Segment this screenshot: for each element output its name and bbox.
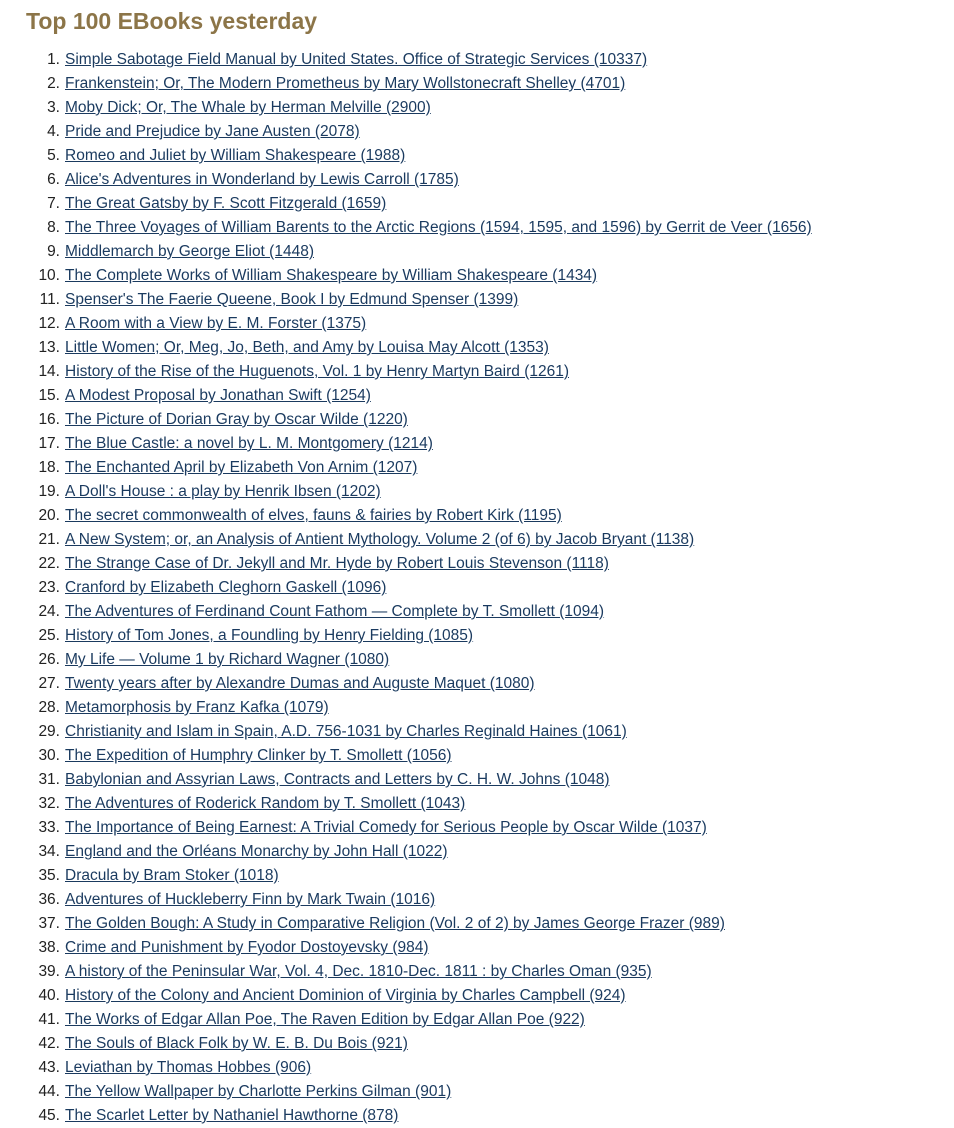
book-link[interactable]: A New System; or, an Analysis of Antient Mythology. Volume 2 (of 6) by Jacob Bryant (1138) xyxy=(65,531,695,548)
rank-number: 16. xyxy=(38,411,60,428)
rank-number: 13. xyxy=(38,339,60,356)
rank-number: 38. xyxy=(38,939,60,956)
book-link[interactable]: The Complete Works of William Shakespeare by William Shakespeare (1434) xyxy=(65,267,598,284)
rank-number: 20. xyxy=(38,507,60,524)
book-link[interactable]: The Strange Case of Dr. Jekyll and Mr. Hyde by Robert Louis Stevenson (1118) xyxy=(65,555,609,572)
book-link[interactable]: A Doll's House : a play by Henrik Ibsen (1202) xyxy=(65,483,381,500)
book-link[interactable]: The Adventures of Roderick Random by T. Smollett (1043) xyxy=(65,795,466,812)
rank-number: 19. xyxy=(38,483,60,500)
page-title: Top 100 EBooks yesterday xyxy=(26,8,318,34)
book-link[interactable]: Leviathan by Thomas Hobbes (906) xyxy=(65,1059,312,1076)
rank-number: 24. xyxy=(38,603,60,620)
rank-number: 7. xyxy=(47,195,60,212)
rank-number: 27. xyxy=(38,675,60,692)
rank-number: 43. xyxy=(38,1059,60,1076)
book-link[interactable]: Twenty years after by Alexandre Dumas and Auguste Maquet (1080) xyxy=(65,675,535,692)
book-link[interactable]: The Picture of Dorian Gray by Oscar Wilde (1220) xyxy=(65,411,408,428)
book-link[interactable]: A history of the Peninsular War, Vol. 4, Dec. 1810-Dec. 1811 : by Charles Oman (935) xyxy=(65,963,652,980)
rank-number: 15. xyxy=(38,387,60,404)
book-link[interactable]: A Room with a View by E. M. Forster (1375) xyxy=(65,315,367,332)
rank-number: 1. xyxy=(47,51,60,68)
book-link[interactable]: My Life — Volume 1 by Richard Wagner (1080) xyxy=(65,651,390,668)
book-link[interactable]: The Yellow Wallpaper by Charlotte Perkins Gilman (901) xyxy=(65,1083,452,1100)
rank-number: 11. xyxy=(39,291,60,308)
book-link[interactable]: History of the Rise of the Huguenots, Vol. 1 by Henry Martyn Baird (1261) xyxy=(65,363,569,380)
book-link[interactable]: The Blue Castle: a novel by L. M. Montgomery (1214) xyxy=(65,435,433,452)
book-link[interactable]: England and the Orléans Monarchy by John Hall (1022) xyxy=(65,843,448,860)
rank-number: 29. xyxy=(38,723,60,740)
book-link[interactable]: The secret commonwealth of elves, fauns & fairies by Robert Kirk (1195) xyxy=(65,507,562,524)
book-link[interactable]: Middlemarch by George Eliot (1448) xyxy=(65,243,314,260)
book-link[interactable]: A Modest Proposal by Jonathan Swift (1254) xyxy=(65,387,371,404)
rank-number: 6. xyxy=(47,171,60,188)
book-link[interactable]: Simple Sabotage Field Manual by United States. Office of Strategic Services (10337) xyxy=(65,51,648,68)
book-link[interactable]: Moby Dick; Or, The Whale by Herman Melville (2900) xyxy=(65,99,431,116)
book-link[interactable]: Cranford by Elizabeth Cleghorn Gaskell (1096) xyxy=(65,579,387,596)
book-link[interactable]: Romeo and Juliet by William Shakespeare (1988) xyxy=(65,147,406,164)
book-link[interactable]: Crime and Punishment by Fyodor Dostoyevsky (984) xyxy=(65,939,429,956)
book-link[interactable]: Metamorphosis by Franz Kafka (1079) xyxy=(65,699,329,716)
rank-number: 8. xyxy=(47,219,60,236)
rank-number: 4. xyxy=(47,123,60,140)
book-link[interactable]: History of Tom Jones, a Foundling by Henry Fielding (1085) xyxy=(65,627,474,644)
rank-number: 33. xyxy=(38,819,60,836)
rank-number: 22. xyxy=(38,555,60,572)
rank-number: 45. xyxy=(38,1107,60,1124)
rank-number: 32. xyxy=(38,795,60,812)
book-link[interactable]: The Adventures of Ferdinand Count Fathom — Complete by T. Smollett (1094) xyxy=(65,603,605,620)
rank-number: 9. xyxy=(47,243,60,260)
rank-number: 42. xyxy=(38,1035,60,1052)
book-link[interactable]: The Three Voyages of William Barents to the Arctic Regions (1594, 1595, and 1596) by Gerrit de Veer (1656) xyxy=(65,219,812,236)
rank-number: 25. xyxy=(38,627,60,644)
rank-number: 41. xyxy=(38,1011,60,1028)
book-link[interactable]: The Great Gatsby by F. Scott Fitzgerald (1659) xyxy=(65,195,387,212)
rank-number: 3. xyxy=(47,99,60,116)
rank-number: 5. xyxy=(47,147,60,164)
book-link[interactable]: Little Women; Or, Meg, Jo, Beth, and Amy by Louisa May Alcott (1353) xyxy=(65,339,549,356)
rank-number: 34. xyxy=(38,843,60,860)
rank-number: 35. xyxy=(38,867,60,884)
book-link[interactable]: The Scarlet Letter by Nathaniel Hawthorne (878) xyxy=(65,1107,399,1124)
rank-number: 31. xyxy=(38,771,60,788)
book-link[interactable]: History of the Colony and Ancient Dominion of Virginia by Charles Campbell (924) xyxy=(65,987,626,1004)
rank-number: 23. xyxy=(38,579,60,596)
rank-number: 36. xyxy=(38,891,60,908)
rank-number: 40. xyxy=(38,987,60,1004)
rank-number: 14. xyxy=(38,363,60,380)
rank-number: 26. xyxy=(38,651,60,668)
rank-number: 17. xyxy=(38,435,60,452)
book-link[interactable]: The Golden Bough: A Study in Comparative Religion (Vol. 2 of 2) by James George Frazer (989) xyxy=(65,915,725,932)
book-link[interactable]: The Works of Edgar Allan Poe, The Raven Edition by Edgar Allan Poe (922) xyxy=(65,1011,585,1028)
book-link[interactable]: Christianity and Islam in Spain, A.D. 756-1031 by Charles Reginald Haines (1061) xyxy=(65,723,627,740)
book-link[interactable]: Frankenstein; Or, The Modern Prometheus by Mary Wollstonecraft Shelley (4701) xyxy=(65,75,626,92)
book-link[interactable]: Babylonian and Assyrian Laws, Contracts and Letters by C. H. W. Johns (1048) xyxy=(65,771,610,788)
rank-number: 10. xyxy=(38,267,60,284)
rank-number: 21. xyxy=(38,531,60,548)
book-link[interactable]: Adventures of Huckleberry Finn by Mark Twain (1016) xyxy=(65,891,436,908)
rank-number: 18. xyxy=(38,459,60,476)
book-link[interactable]: The Enchanted April by Elizabeth Von Arnim (1207) xyxy=(65,459,418,476)
book-link[interactable]: Dracula by Bram Stoker (1018) xyxy=(65,867,279,884)
book-link[interactable]: The Importance of Being Earnest: A Trivial Comedy for Serious People by Oscar Wilde (1037) xyxy=(65,819,707,836)
rank-number: 39. xyxy=(38,963,60,980)
book-link[interactable]: The Expedition of Humphry Clinker by T. Smollett (1056) xyxy=(65,747,452,764)
rank-number: 44. xyxy=(38,1083,60,1100)
book-link[interactable]: Pride and Prejudice by Jane Austen (2078) xyxy=(65,123,360,140)
rank-number: 37. xyxy=(38,915,60,932)
rank-number: 28. xyxy=(38,699,60,716)
book-link[interactable]: Spenser's The Faerie Queene, Book I by Edmund Spenser (1399) xyxy=(65,291,519,308)
book-link[interactable]: The Souls of Black Folk by W. E. B. Du Bois (921) xyxy=(65,1035,408,1052)
rank-number: 2. xyxy=(47,75,60,92)
book-link[interactable]: Alice's Adventures in Wonderland by Lewis Carroll (1785) xyxy=(65,171,459,188)
rank-number: 12. xyxy=(38,315,60,332)
rank-number: 30. xyxy=(38,747,60,764)
